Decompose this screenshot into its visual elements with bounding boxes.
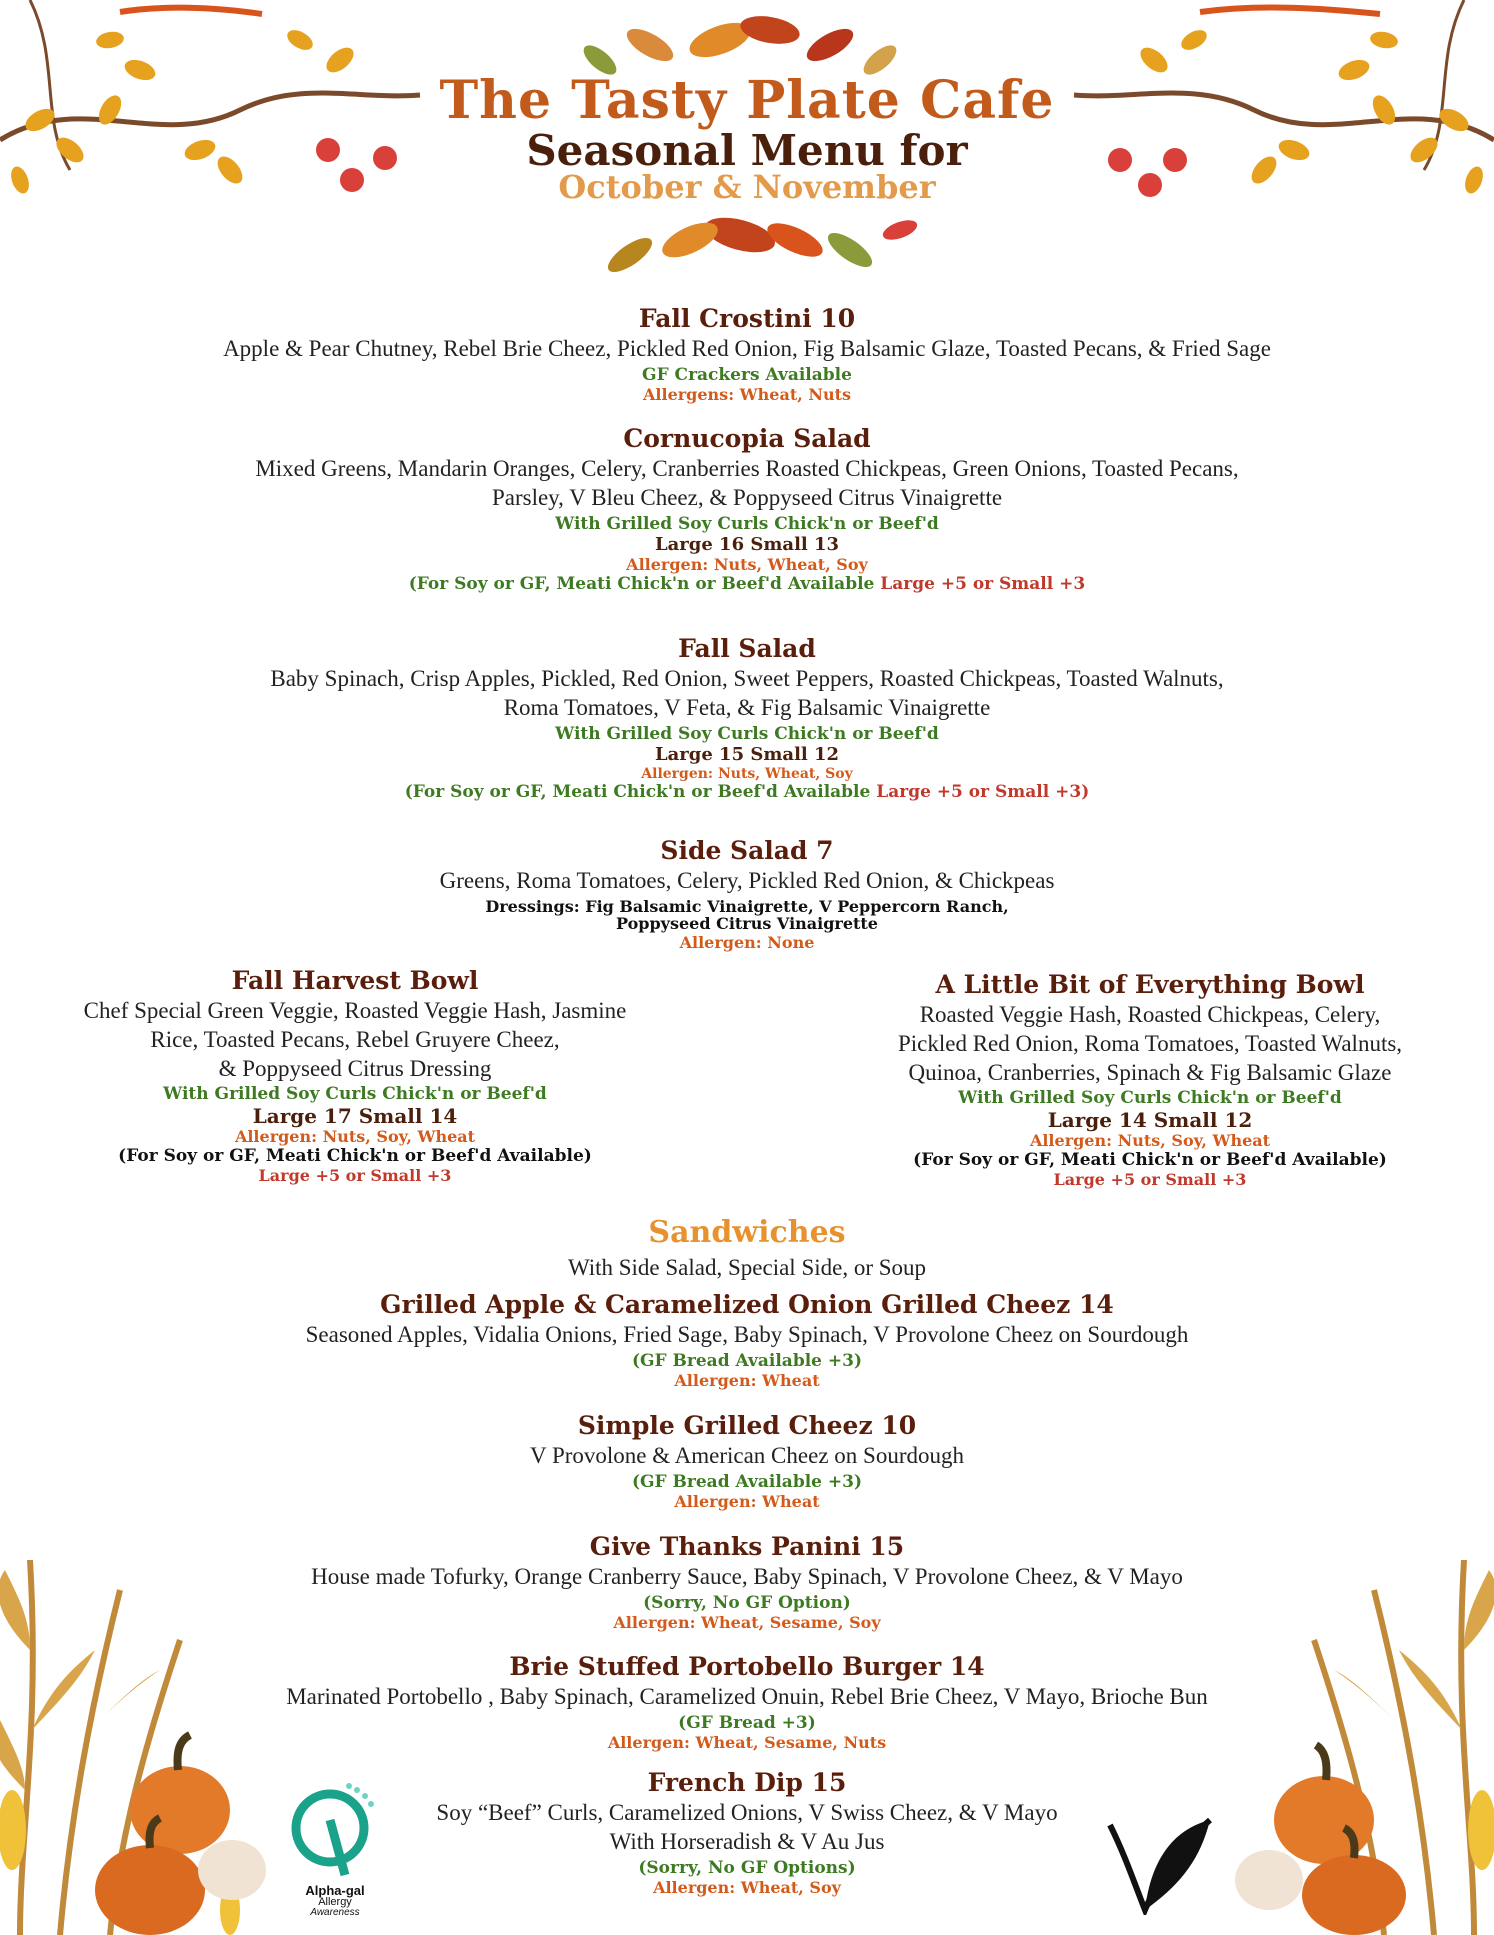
item-allergen: Allergen: Nuts, Soy, Wheat	[1029, 1131, 1271, 1151]
item-description: House made Tofurky, Orange Cranberry Sauce, Baby Spinach, V Provolone Cheez, & V Mayo	[311, 1564, 1183, 1589]
sandwiches-heading: Sandwiches	[648, 1215, 846, 1250]
item-title: French Dip 15	[647, 1768, 847, 1797]
menu-item-everything-bowl	[820, 972, 1480, 1191]
item-title: Fall Salad	[678, 634, 816, 663]
item-note: GF Crackers Available	[642, 364, 852, 385]
logo-line-1: Alpha-gal	[305, 1883, 365, 1898]
logo-line-2: Allergy	[318, 1896, 352, 1908]
item-dressings: Poppyseed Citrus Vinaigrette	[616, 913, 878, 933]
item-price: Large 15 Small 12	[654, 743, 840, 765]
item-description: Baby Spinach, Crisp Apples, Pickled, Red Onion, Sweet Peppers, Roasted Chickpeas, Toasted Walnuts,	[270, 666, 1224, 691]
item-note: (Sorry, No GF Option)	[643, 1592, 851, 1613]
item-description: Seasoned Apples, Vidalia Onions, Fried Sage, Baby Spinach, V Provolone Cheez on Sourdough	[305, 1322, 1189, 1347]
item-protein: With Grilled Soy Curls Chick'n or Beef'd	[555, 513, 939, 534]
item-allergen: Allergen: Wheat, Sesame, Nuts	[607, 1732, 887, 1752]
item-title: Give Thanks Panini 15	[589, 1532, 905, 1561]
item-title: Side Salad 7	[660, 836, 834, 865]
item-description: Quinoa, Cranberries, Spinach & Fig Balsamic Glaze	[908, 1059, 1392, 1085]
item-option-price: Large +5 or Small +3	[258, 1166, 452, 1186]
corn-and-pumpkins-right-decoration	[1224, 1530, 1494, 1935]
item-description: Parsley, V Bleu Cheez, & Poppyseed Citrus Vinaigrette	[491, 484, 1003, 510]
menu-item-fall-crostini	[100, 306, 1394, 406]
item-title: Fall Crostini 10	[638, 304, 856, 333]
item-price: Large 16 Small 13	[654, 533, 840, 555]
item-allergen: Allergen: Nuts, Wheat, Soy	[641, 765, 853, 782]
menu-item-portobello-burger	[100, 1654, 1394, 1754]
item-title: Grilled Apple & Caramelized Onion Grilled Cheez 14	[380, 1290, 1114, 1319]
option-text: (For Soy or GF, Meati Chick'n or Beef'd Available	[408, 573, 875, 594]
menu-title: Seasonal Menu for	[526, 126, 968, 175]
item-description: Roasted Veggie Hash, Roasted Chickpeas, Celery,	[919, 1002, 1381, 1027]
menu-months: October & November	[558, 168, 936, 206]
option-text: (For Soy or GF, Meati Chick'n or Beef'd Available	[404, 781, 871, 802]
item-option: (For Soy or GF, Meati Chick'n or Beef'd Available)	[913, 1150, 1387, 1171]
menu-item-side-salad	[100, 838, 1394, 954]
vegan-leaf-icon	[1100, 1805, 1220, 1915]
item-description: Rice, Toasted Pecans, Rebel Gruyere Cheez,	[150, 1026, 560, 1052]
item-protein: With Grilled Soy Curls Chick'n or Beef'd	[958, 1088, 1342, 1109]
item-allergen: Allergen: Wheat	[674, 1370, 820, 1390]
menu-item-fall-harvest-bowl	[20, 968, 690, 1187]
item-description: Marinated Portobello , Baby Spinach, Caramelized Onuin, Rebel Brie Cheez, V Mayo, Brioche Bun	[286, 1684, 1208, 1709]
menu-item-simple-grilled-cheez	[100, 1413, 1394, 1513]
sandwiches-section-header	[100, 1215, 1394, 1283]
item-allergen: Allergen: None	[679, 932, 815, 952]
menu-item-fall-salad	[100, 636, 1394, 804]
logo-line-3: Awareness	[310, 1907, 360, 1918]
item-option	[100, 781, 1394, 802]
item-allergen: Allergen: Wheat, Sesame, Soy	[613, 1612, 881, 1632]
item-price: Large 14 Small 12	[1047, 1108, 1253, 1133]
sandwiches-subtitle: With Side Salad, Special Side, or Soup	[567, 1255, 927, 1280]
item-title: Brie Stuffed Portobello Burger 14	[509, 1652, 985, 1681]
item-note: (Sorry, No GF Options)	[638, 1857, 856, 1878]
menu-item-grilled-apple-cheez	[100, 1292, 1394, 1392]
cafe-name: The Tasty Plate Cafe	[439, 70, 1055, 131]
menu-item-cornucopia-salad	[100, 426, 1394, 596]
item-allergen: Allergen: Wheat	[674, 1491, 820, 1511]
item-protein: With Grilled Soy Curls Chick'n or Beef'd	[163, 1084, 547, 1105]
item-allergen: Allergen: Nuts, Soy, Wheat	[234, 1127, 476, 1147]
item-title: A Little Bit of Everything Bowl	[935, 970, 1365, 999]
item-title: Cornucopia Salad	[623, 424, 871, 453]
item-note: (GF Bread +3)	[678, 1712, 816, 1733]
alpha-gal-awareness-logo	[275, 1780, 395, 1920]
option-price: Large +5 or Small +3	[880, 573, 1086, 594]
item-note: (GF Bread Available +3)	[631, 1350, 863, 1371]
item-description: V Provolone & American Cheez on Sourdough	[530, 1443, 964, 1468]
item-dressings: Dressings: Fig Balsamic Vinaigrette, V Peppercorn Ranch,	[485, 896, 1009, 916]
item-option-price: Large +5 or Small +3	[1053, 1170, 1247, 1190]
corn-and-pumpkins-left-decoration	[0, 1530, 270, 1935]
item-protein: With Grilled Soy Curls Chick'n or Beef'd	[555, 723, 939, 744]
option-price: Large +5 or Small +3)	[876, 781, 1090, 802]
item-description: Chef Special Green Veggie, Roasted Veggie Hash, Jasmine	[83, 998, 627, 1023]
menu-item-give-thanks-panini	[100, 1534, 1394, 1634]
item-description: Apple & Pear Chutney, Rebel Brie Cheez, Pickled Red Onion, Fig Balsamic Glaze, Toasted Pecans, & Fried Sage	[223, 336, 1271, 361]
item-allergen: Allergen: Nuts, Wheat, Soy	[626, 554, 868, 574]
item-description: Soy “Beef” Curls, Caramelized Onions, V Swiss Cheez, & V Mayo	[436, 1800, 1058, 1825]
item-description: & Poppyseed Citrus Dressing	[218, 1055, 492, 1081]
item-title: Simple Grilled Cheez 10	[577, 1411, 917, 1440]
item-option	[100, 573, 1394, 594]
alpha-gal-q-icon	[275, 1780, 395, 1880]
item-description: Greens, Roma Tomatoes, Celery, Pickled Red Onion, & Chickpeas	[439, 868, 1055, 893]
item-description: With Horseradish & V Au Jus	[609, 1828, 885, 1854]
item-description: Roma Tomatoes, V Feta, & Fig Balsamic Vinaigrette	[503, 694, 991, 720]
item-description: Pickled Red Onion, Roma Tomatoes, Toasted Walnuts,	[897, 1030, 1403, 1056]
item-description: Mixed Greens, Mandarin Oranges, Celery, Cranberries Roasted Chickpeas, Green Onions, Toasted Pecans,	[255, 456, 1239, 481]
item-allergen: Allergen: Wheat, Soy	[653, 1877, 841, 1897]
item-note: (GF Bread Available +3)	[631, 1471, 863, 1492]
item-option: (For Soy or GF, Meati Chick'n or Beef'd Available)	[118, 1146, 592, 1167]
item-price: Large 17 Small 14	[252, 1104, 458, 1129]
item-title: Fall Harvest Bowl	[231, 966, 479, 995]
item-allergen: Allergens: Wheat, Nuts	[643, 384, 851, 404]
